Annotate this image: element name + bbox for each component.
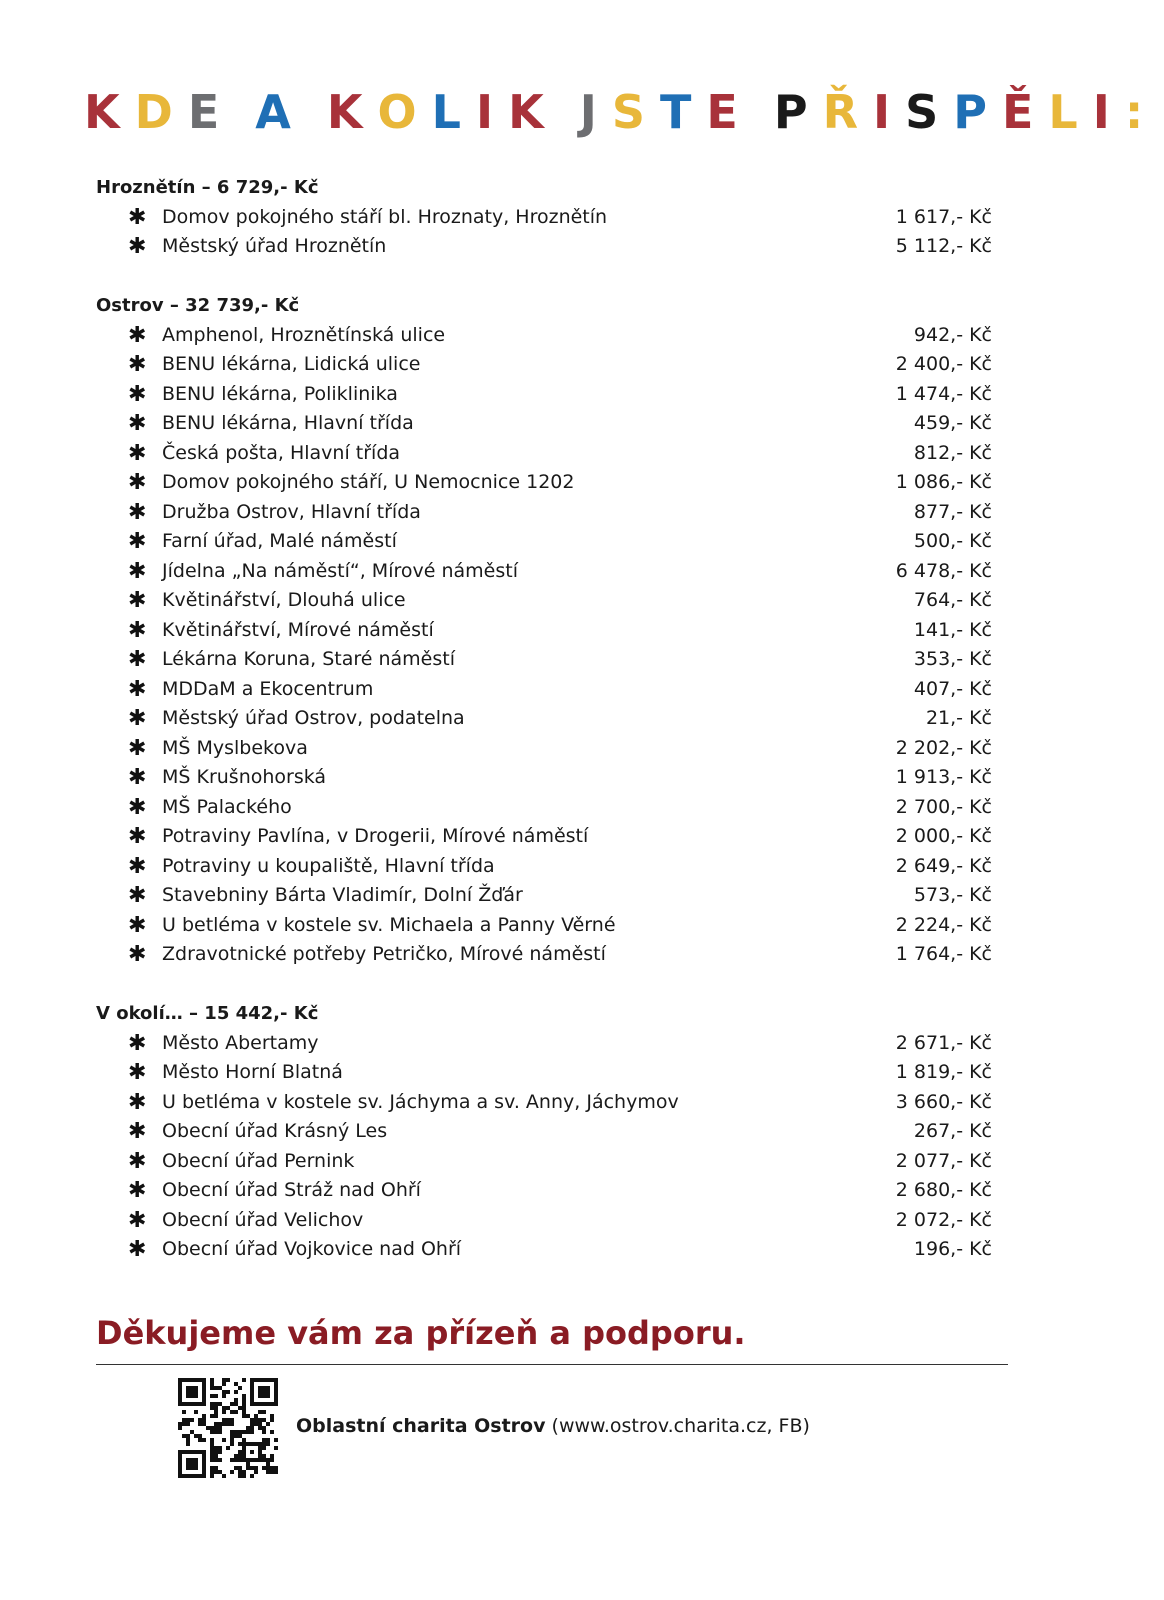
asterisk-bullet-icon: ✱ bbox=[128, 588, 147, 613]
list-item bbox=[96, 911, 992, 941]
list-item bbox=[96, 675, 992, 705]
contributor-name: Lékárna Koruna, Staré náměstí bbox=[162, 648, 455, 670]
contribution-amount: 2 700,- Kč bbox=[895, 795, 992, 818]
title-letter: K bbox=[508, 85, 544, 139]
location-section bbox=[96, 291, 992, 970]
asterisk-bullet-icon: ✱ bbox=[128, 706, 147, 731]
contribution-amount: 2 000,- Kč bbox=[895, 825, 992, 847]
contributions-list bbox=[96, 173, 992, 1294]
list-item bbox=[96, 1117, 992, 1147]
list-item bbox=[96, 852, 992, 882]
contributor-name: Družba Ostrov, Hlavní třída bbox=[162, 500, 421, 523]
contribution-amount: 2 072,- Kč bbox=[895, 1208, 992, 1231]
asterisk-bullet-icon: ✱ bbox=[128, 1119, 147, 1144]
asterisk-bullet-icon: ✱ bbox=[128, 1148, 147, 1174]
contributor-name: Obecní úřad Pernink bbox=[162, 1149, 355, 1172]
location-section bbox=[96, 999, 992, 1265]
contribution-amount: 2 077,- Kč bbox=[895, 1149, 992, 1172]
title-letter: Ř bbox=[822, 85, 858, 139]
list-item bbox=[96, 763, 992, 793]
asterisk-bullet-icon: ✱ bbox=[128, 499, 147, 525]
title-letter: I bbox=[1092, 85, 1110, 139]
asterisk-bullet-icon: ✱ bbox=[128, 1207, 147, 1233]
contributor-name: Město Abertamy bbox=[162, 1031, 319, 1054]
title-letter: E bbox=[187, 85, 220, 139]
list-item bbox=[96, 881, 992, 911]
footer bbox=[296, 1412, 810, 1440]
asterisk-bullet-icon: ✱ bbox=[128, 234, 147, 259]
asterisk-bullet-icon: ✱ bbox=[128, 942, 147, 967]
asterisk-bullet-icon: ✱ bbox=[128, 824, 147, 849]
title-word bbox=[774, 82, 1143, 142]
asterisk-bullet-icon: ✱ bbox=[128, 322, 147, 348]
contributor-name: Domov pokojného stáří, U Nemocnice 1202 bbox=[162, 471, 575, 493]
contribution-amount: 2 649,- Kč bbox=[895, 854, 992, 877]
contribution-amount: 1 617,- Kč bbox=[895, 205, 992, 228]
contribution-amount: 2 202,- Kč bbox=[895, 736, 992, 759]
contributor-name: Jídelna „Na náměstí“, Mírové náměstí bbox=[162, 559, 518, 582]
contributor-name: Městský úřad Ostrov, podatelna bbox=[162, 707, 465, 729]
contributor-name: Domov pokojného stáří bl. Hroznaty, Hroznětín bbox=[162, 205, 608, 228]
asterisk-bullet-icon: ✱ bbox=[128, 765, 147, 790]
contributor-name: U betléma v kostele sv. Michaela a Panny Věrné bbox=[162, 913, 616, 936]
asterisk-bullet-icon: ✱ bbox=[128, 411, 147, 436]
asterisk-bullet-icon: ✱ bbox=[128, 912, 147, 938]
contribution-amount: 353,- Kč bbox=[913, 648, 992, 670]
contributor-name: Stavebniny Bárta Vladimír, Dolní Žďár bbox=[162, 884, 523, 906]
contributor-name: MŠ Krušnohorská bbox=[162, 766, 327, 788]
title-letter: D bbox=[134, 85, 173, 139]
contributor-name: Obecní úřad Stráž nad Ohří bbox=[162, 1179, 421, 1201]
contribution-amount: 2 400,- Kč bbox=[895, 353, 992, 375]
asterisk-bullet-icon: ✱ bbox=[128, 1178, 147, 1203]
list-item bbox=[96, 527, 992, 557]
contribution-amount: 21,- Kč bbox=[925, 707, 992, 729]
section-heading: Hroznětín – 6 729,- Kč bbox=[96, 177, 319, 198]
contributor-name: Květinářství, Dlouhá ulice bbox=[162, 589, 406, 611]
contribution-amount: 407,- Kč bbox=[913, 677, 992, 700]
contributor-name: Obecní úřad Velichov bbox=[162, 1208, 364, 1231]
contribution-amount: 1 474,- Kč bbox=[895, 382, 992, 405]
list-item bbox=[96, 1088, 992, 1118]
asterisk-bullet-icon: ✱ bbox=[128, 1060, 147, 1085]
list-item bbox=[96, 793, 992, 823]
list-item bbox=[96, 645, 992, 675]
contributor-name: BENU lékárna, Hlavní třída bbox=[162, 412, 414, 434]
section-heading: Ostrov – 32 739,- Kč bbox=[96, 295, 300, 316]
list-item bbox=[96, 1147, 992, 1177]
contribution-amount: 459,- Kč bbox=[913, 412, 992, 434]
asterisk-bullet-icon: ✱ bbox=[128, 1030, 147, 1056]
contribution-amount: 573,- Kč bbox=[913, 884, 992, 906]
title-letter: K bbox=[84, 85, 120, 139]
asterisk-bullet-icon: ✱ bbox=[128, 1237, 147, 1262]
asterisk-bullet-icon: ✱ bbox=[128, 558, 147, 584]
divider bbox=[96, 1364, 1008, 1365]
list-item bbox=[96, 1029, 992, 1059]
title-word bbox=[327, 82, 544, 142]
contributor-name: Obecní úřad Krásný Les bbox=[162, 1120, 388, 1142]
contributor-name: Město Horní Blatná bbox=[162, 1061, 343, 1083]
contribution-amount: 3 660,- Kč bbox=[895, 1090, 992, 1113]
contribution-amount: 942,- Kč bbox=[913, 323, 992, 346]
contribution-amount: 2 671,- Kč bbox=[895, 1031, 992, 1054]
list-item bbox=[96, 734, 992, 764]
title-letter: T bbox=[660, 85, 692, 139]
contribution-amount: 2 680,- Kč bbox=[895, 1179, 992, 1201]
list-item bbox=[96, 940, 992, 970]
title-letter: : bbox=[1124, 85, 1144, 139]
list-item bbox=[96, 704, 992, 734]
title-letter: K bbox=[326, 85, 363, 139]
asterisk-bullet-icon: ✱ bbox=[128, 617, 147, 643]
contributor-name: Zdravotnické potřeby Petričko, Mírové náměstí bbox=[162, 943, 606, 965]
title-letter: L bbox=[431, 85, 461, 139]
title-letter: P bbox=[953, 85, 987, 139]
organization-name: Oblastní charita Ostrov bbox=[296, 1415, 546, 1437]
contribution-amount: 812,- Kč bbox=[913, 441, 992, 464]
contribution-amount: 500,- Kč bbox=[913, 530, 992, 552]
asterisk-bullet-icon: ✱ bbox=[128, 470, 147, 495]
title-letter: L bbox=[1048, 85, 1078, 139]
title-letter: Ě bbox=[1001, 85, 1034, 139]
contributor-name: Městský úřad Hroznětín bbox=[162, 235, 387, 257]
section-heading: V okolí… – 15 442,- Kč bbox=[96, 1003, 319, 1024]
contribution-amount: 764,- Kč bbox=[913, 589, 992, 611]
asterisk-bullet-icon: ✱ bbox=[128, 529, 147, 554]
title-letter: I bbox=[872, 85, 891, 139]
asterisk-bullet-icon: ✱ bbox=[128, 440, 147, 466]
contributor-name: Amphenol, Hroznětínská ulice bbox=[162, 323, 446, 346]
asterisk-bullet-icon: ✱ bbox=[128, 883, 147, 908]
list-item bbox=[96, 439, 992, 469]
location-section bbox=[96, 173, 992, 262]
contributor-name: BENU lékárna, Poliklinika bbox=[162, 382, 398, 405]
title-word bbox=[84, 82, 219, 142]
contribution-amount: 1 086,- Kč bbox=[895, 471, 992, 493]
list-item bbox=[96, 1176, 992, 1206]
contributor-name: Česká pošta, Hlavní třída bbox=[162, 441, 401, 464]
asterisk-bullet-icon: ✱ bbox=[128, 647, 147, 672]
list-item bbox=[96, 232, 992, 262]
title-word bbox=[255, 82, 291, 142]
contributor-name: U betléma v kostele sv. Jáchyma a sv. Anny, Jáchymov bbox=[162, 1090, 679, 1113]
title-letter: O bbox=[377, 85, 417, 139]
organization-contact: (www.ostrov.charita.cz, FB) bbox=[545, 1415, 810, 1437]
title-letter: S bbox=[905, 85, 939, 139]
qr-code-icon bbox=[178, 1378, 278, 1478]
page-title bbox=[84, 82, 1143, 142]
contributor-name: MŠ Myslbekova bbox=[162, 736, 308, 759]
list-item bbox=[96, 380, 992, 410]
list-item bbox=[96, 409, 992, 439]
contributor-name: Potraviny Pavlína, v Drogerii, Mírové náměstí bbox=[162, 825, 589, 847]
contribution-amount: 2 224,- Kč bbox=[895, 913, 992, 936]
asterisk-bullet-icon: ✱ bbox=[128, 1089, 147, 1115]
title-letter: P bbox=[773, 85, 808, 139]
list-item bbox=[96, 822, 992, 852]
title-letter: S bbox=[611, 85, 646, 139]
contribution-amount: 196,- Kč bbox=[913, 1238, 992, 1260]
asterisk-bullet-icon: ✱ bbox=[128, 204, 147, 230]
list-item bbox=[96, 616, 992, 646]
list-item bbox=[96, 321, 992, 351]
contribution-amount: 1 819,- Kč bbox=[895, 1061, 992, 1083]
thank-you-message: Děkujeme vám za přízeň a podporu. bbox=[96, 1314, 746, 1352]
list-item bbox=[96, 203, 992, 233]
contribution-amount: 5 112,- Kč bbox=[895, 235, 992, 257]
list-item bbox=[96, 1058, 992, 1088]
title-word bbox=[580, 82, 738, 142]
contributor-name: Farní úřad, Malé náměstí bbox=[162, 530, 397, 552]
list-item bbox=[96, 468, 992, 498]
title-letter: E bbox=[706, 85, 738, 139]
contributor-name: Květinářství, Mírové náměstí bbox=[162, 618, 434, 641]
contributor-name: BENU lékárna, Lidická ulice bbox=[162, 353, 421, 375]
list-item bbox=[96, 498, 992, 528]
contribution-amount: 141,- Kč bbox=[913, 618, 992, 641]
contributor-name: Potraviny u koupaliště, Hlavní třída bbox=[162, 854, 495, 877]
contributor-name: MDDaM a Ekocentrum bbox=[162, 677, 374, 700]
contribution-amount: 6 478,- Kč bbox=[895, 559, 992, 582]
title-letter: I bbox=[475, 85, 494, 139]
asterisk-bullet-icon: ✱ bbox=[128, 853, 147, 879]
contribution-amount: 1 764,- Kč bbox=[895, 943, 992, 965]
title-letter: J bbox=[579, 85, 597, 139]
list-item bbox=[96, 557, 992, 587]
asterisk-bullet-icon: ✱ bbox=[128, 381, 147, 407]
asterisk-bullet-icon: ✱ bbox=[128, 676, 147, 702]
asterisk-bullet-icon: ✱ bbox=[128, 735, 147, 761]
contribution-amount: 1 913,- Kč bbox=[895, 766, 992, 788]
list-item bbox=[96, 586, 992, 616]
contributor-name: MŠ Palackého bbox=[162, 795, 292, 818]
list-item bbox=[96, 1206, 992, 1236]
list-item bbox=[96, 350, 992, 380]
asterisk-bullet-icon: ✱ bbox=[128, 352, 147, 377]
contributor-name: Obecní úřad Vojkovice nad Ohří bbox=[162, 1238, 462, 1260]
contribution-amount: 877,- Kč bbox=[913, 500, 992, 523]
contribution-amount: 267,- Kč bbox=[913, 1120, 992, 1142]
title-letter: A bbox=[255, 85, 291, 139]
asterisk-bullet-icon: ✱ bbox=[128, 794, 147, 820]
list-item bbox=[96, 1235, 992, 1265]
